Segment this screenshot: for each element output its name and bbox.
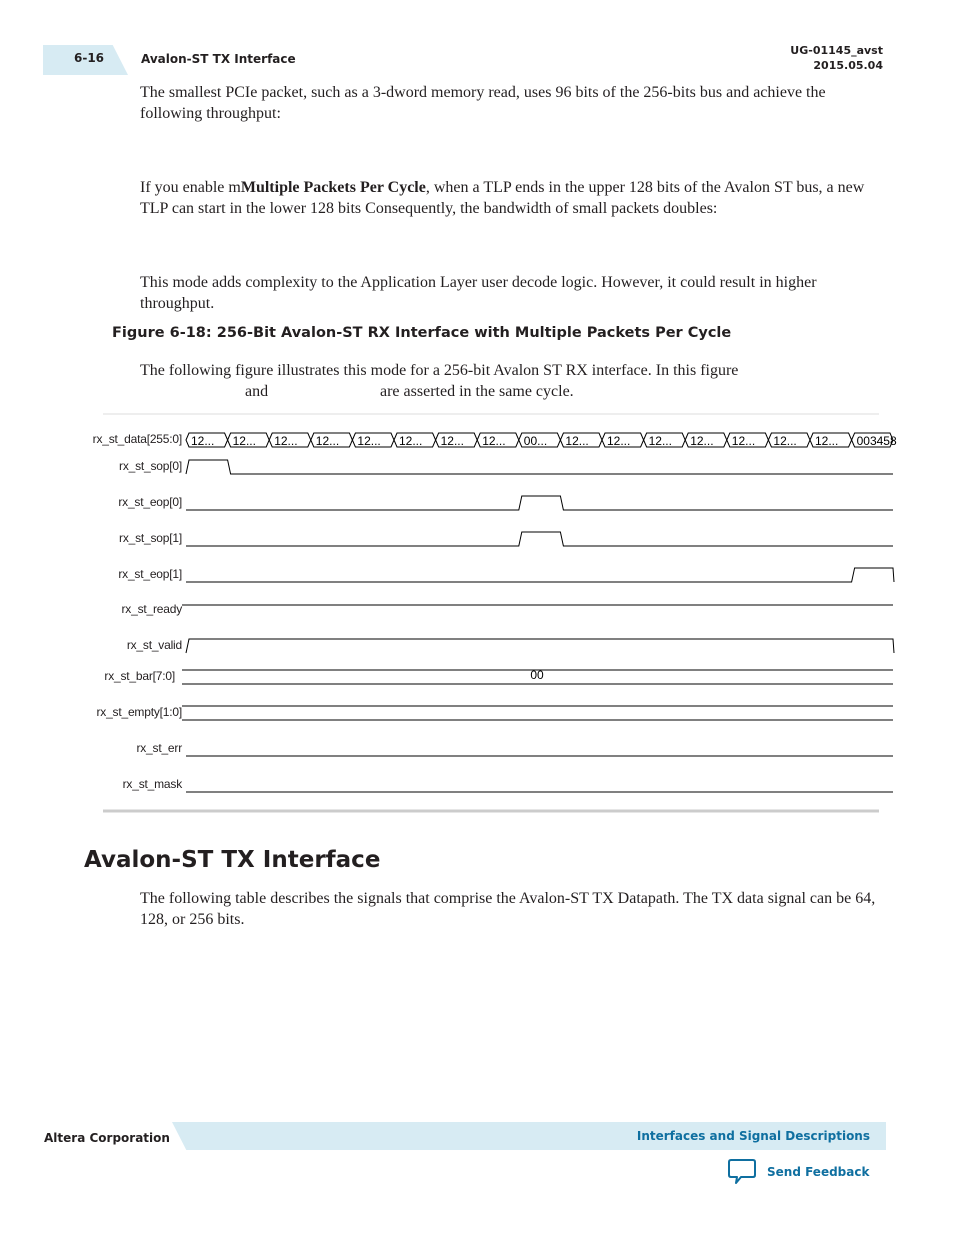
- signal-label: rx_st_empty[1:0]: [96, 705, 182, 719]
- bit-waveform: [186, 532, 893, 546]
- signal-label: rx_st_bar[7:0]: [104, 669, 175, 683]
- section-heading: Avalon-ST TX Interface: [84, 847, 381, 873]
- signal-label: rx_st_sop[0]: [119, 459, 182, 473]
- bus-value: 12...: [690, 434, 714, 448]
- figure-intro-end: are asserted in the same cycle.: [380, 383, 574, 400]
- signal-label: rx_st_err: [136, 741, 182, 755]
- bus-value: 12...: [815, 434, 839, 448]
- paragraph-multiple-packets-pre: If you enable m: [140, 179, 241, 196]
- speech-bubble-icon: [727, 1158, 757, 1186]
- page-number: 6-16: [74, 51, 105, 65]
- doc-id: UG-01145_avst: [790, 44, 883, 57]
- signal-label: rx_st_data[255:0]: [92, 432, 182, 446]
- running-section-title: Avalon-ST TX Interface: [141, 52, 296, 66]
- bus-value: 12...: [565, 434, 589, 448]
- signal-label: rx_st_mask: [122, 777, 182, 791]
- figure-intro-line1: The following figure illustrates this mode for a 256-bit Avalon ST RX interface. In this figure: [140, 362, 739, 379]
- signal-label: rx_st_eop[1]: [118, 567, 182, 581]
- figure-title: Figure 6-18: 256-Bit Avalon-ST RX Interface with Multiple Packets Per Cycle: [112, 325, 732, 341]
- bus-value: 12...: [315, 434, 340, 448]
- signal-label: rx_st_eop[0]: [118, 495, 182, 509]
- doc-date: 2015.05.04: [813, 59, 883, 72]
- section-paragraph: The following table describes the signals that comprise the Avalon-ST TX Datapath. The TX data signal can be 64, 128, or 256 bits.: [140, 890, 876, 928]
- bit-waveform: [186, 568, 894, 582]
- bus-value: 12...: [731, 434, 756, 448]
- bus-value: 12...: [274, 434, 298, 448]
- bus-value: 12...: [357, 434, 381, 448]
- signal-label: rx_st_valid: [126, 638, 182, 652]
- bus-value: 12...: [440, 434, 464, 448]
- bus-value: 12...: [191, 434, 215, 448]
- multiple-packets-term: Multiple Packets Per Cycle: [240, 179, 426, 196]
- signal-label: rx_st_sop[1]: [119, 531, 182, 545]
- bus-value: 12...: [648, 434, 672, 448]
- bus-value: 12...: [773, 434, 797, 448]
- bus-const-value: 00: [530, 668, 544, 682]
- bus-value: 00...: [523, 434, 548, 448]
- bit-waveform: [186, 460, 893, 474]
- bus-value: 12...: [482, 434, 506, 448]
- signal-label: rx_st_ready: [121, 602, 182, 616]
- footer-chapter[interactable]: Interfaces and Signal Descriptions: [636, 1129, 870, 1143]
- footer-company: Altera Corporation: [44, 1131, 170, 1145]
- figure-intro-and: and: [245, 383, 269, 400]
- paragraph-complexity: This mode adds complexity to the Application Layer user decode logic. However, it could result in higher throughput.: [140, 274, 817, 312]
- bus-value: 003458: [856, 434, 897, 448]
- bit-waveform: [186, 496, 893, 510]
- bus-value: 12...: [607, 434, 631, 448]
- paragraph-throughput: The smallest PCIe packet, such as a 3-dword memory read, uses 96 bits of the 256-bits bus and achieve the following throughput:: [140, 84, 826, 122]
- bit-waveform: [186, 639, 894, 653]
- bus-value: 12...: [232, 434, 256, 448]
- paragraph-multiple-packets-post: , when a TLP ends in the upper 128 bits of the Avalon ST bus, a new TLP can start in the lower 128 bits Consequently, the bandwidth of small packets doubles:: [140, 179, 865, 217]
- send-feedback-label: Send Feedback: [767, 1165, 870, 1179]
- bus-value: 12...: [399, 434, 423, 448]
- send-feedback-link[interactable]: [727, 1157, 869, 1187]
